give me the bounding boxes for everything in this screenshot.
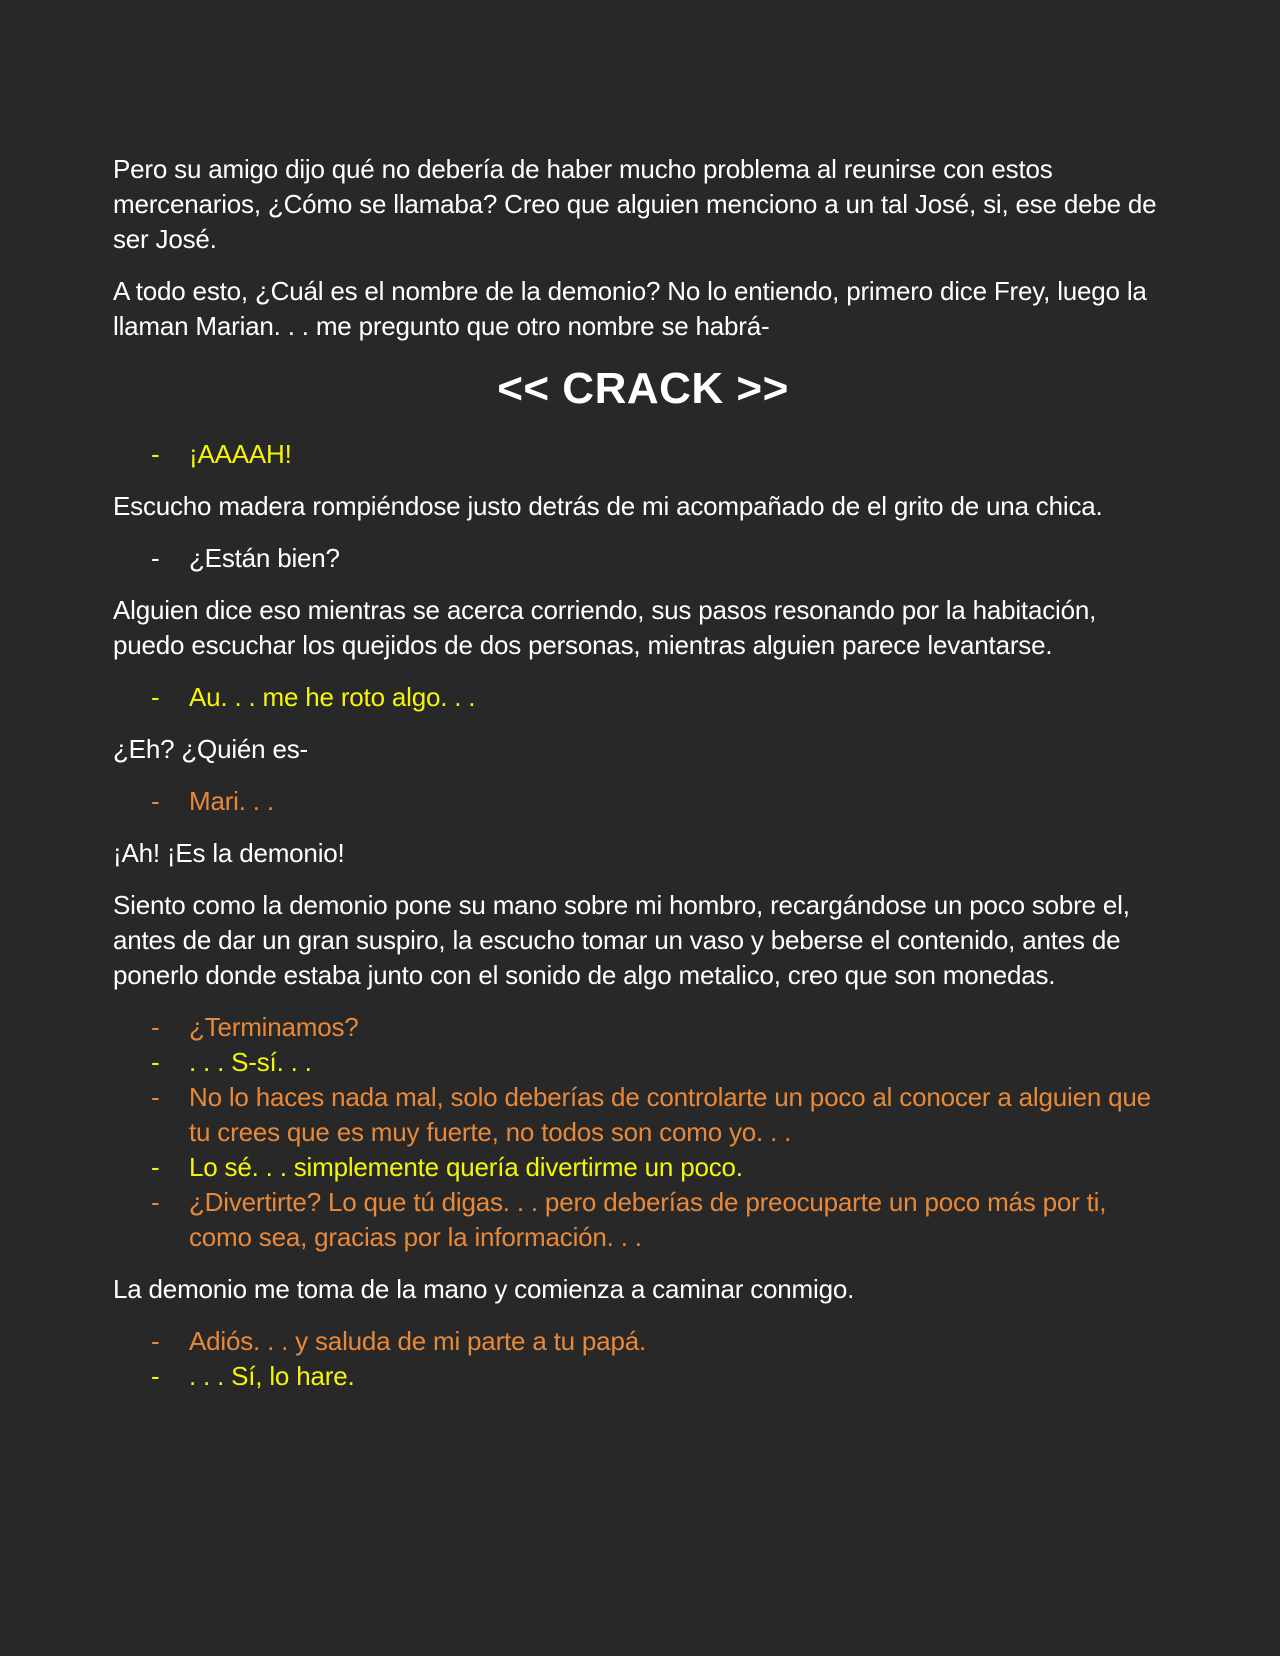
narration-paragraph: A todo esto, ¿Cuál es el nombre de la demonio? No lo entiendo, primero dice Frey, luego la llaman Marian. . . me pregunto que otro nombre se habrá- — [113, 276, 1147, 341]
narration-paragraph: ¿Eh? ¿Quién es- — [113, 734, 308, 764]
dialogue-line — [113, 1045, 1173, 1080]
document-page — [113, 152, 1173, 1411]
dialogue-line — [113, 541, 1173, 576]
dialogue-dash: - — [151, 543, 160, 573]
narration-paragraph: Alguien dice eso mientras se acerca corriendo, sus pasos resonando por la habitación, puedo escuchar los quejidos de dos personas, mientras alguien parece levantarse. — [113, 595, 1097, 660]
dialogue-text: . . . S-sí. . . — [189, 1047, 312, 1077]
dialogue-dash: - — [151, 1361, 160, 1391]
dialogue-line — [113, 784, 1173, 819]
dialogue-dash: - — [151, 682, 160, 712]
dialogue-text: ¡AAAAH! — [189, 439, 292, 469]
dialogue-line — [113, 1324, 1173, 1359]
narration-paragraph: La demonio me toma de la mano y comienza a caminar conmigo. — [113, 1274, 855, 1304]
dialogue-text: Adiós. . . y saluda de mi parte a tu papá. — [189, 1326, 646, 1356]
dialogue-dash: - — [151, 1082, 160, 1112]
dialogue-dash: - — [151, 1187, 160, 1217]
narration-paragraph: Escucho madera rompiéndose justo detrás de mi acompañado de el grito de una chica. — [113, 491, 1103, 521]
dialogue-list — [113, 1324, 1173, 1394]
dialogue-text: ¿Están bien? — [189, 543, 340, 573]
dialogue-line — [113, 1010, 1173, 1045]
narration-paragraph: Pero su amigo dijo qué no debería de haber mucho problema al reunirse con estos mercenarios, ¿Cómo se llamaba? Creo que alguien menciono a un tal José, si, ese debe de ser José. — [113, 154, 1157, 254]
dialogue-line — [113, 1150, 1173, 1185]
dialogue-text: . . . Sí, lo hare. — [189, 1361, 355, 1391]
dialogue-list — [113, 541, 1173, 576]
dialogue-dash: - — [151, 1326, 160, 1356]
dialogue-line — [113, 437, 1173, 472]
dialogue-line — [113, 1359, 1173, 1394]
dialogue-line — [113, 1080, 1173, 1150]
sound-effect-heading: << CRACK >> — [497, 364, 789, 413]
dialogue-line — [113, 680, 1173, 715]
dialogue-list — [113, 1010, 1173, 1255]
dialogue-dash: - — [151, 439, 160, 469]
dialogue-list — [113, 437, 1173, 472]
narration-paragraph: Siento como la demonio pone su mano sobre mi hombro, recargándose un poco sobre el, antes de dar un gran suspiro, la escucho tomar un vaso y beberse el contenido, antes de ponerlo donde estaba junto con el sonido de algo metalico, creo que son monedas. — [113, 890, 1130, 990]
dialogue-text: No lo haces nada mal, solo deberías de controlarte un poco al conocer a alguien que tu crees que es muy fuerte, no todos son como yo. . . — [189, 1082, 1151, 1147]
dialogue-text: ¿Terminamos? — [189, 1012, 359, 1042]
dialogue-text: Mari. . . — [189, 786, 274, 816]
dialogue-text: ¿Divertirte? Lo que tú digas. . . pero deberías de preocuparte un poco más por ti, como sea, gracias por la información. . . — [189, 1187, 1107, 1252]
dialogue-dash: - — [151, 1012, 160, 1042]
dialogue-dash: - — [151, 1152, 160, 1182]
narration-paragraph: ¡Ah! ¡Es la demonio! — [113, 838, 345, 868]
dialogue-text: Au. . . me he roto algo. . . — [189, 682, 476, 712]
dialogue-dash: - — [151, 1047, 160, 1077]
dialogue-list — [113, 784, 1173, 819]
dialogue-line — [113, 1185, 1173, 1255]
dialogue-dash: - — [151, 786, 160, 816]
dialogue-text: Lo sé. . . simplemente quería divertirme un poco. — [189, 1152, 743, 1182]
dialogue-list — [113, 680, 1173, 715]
